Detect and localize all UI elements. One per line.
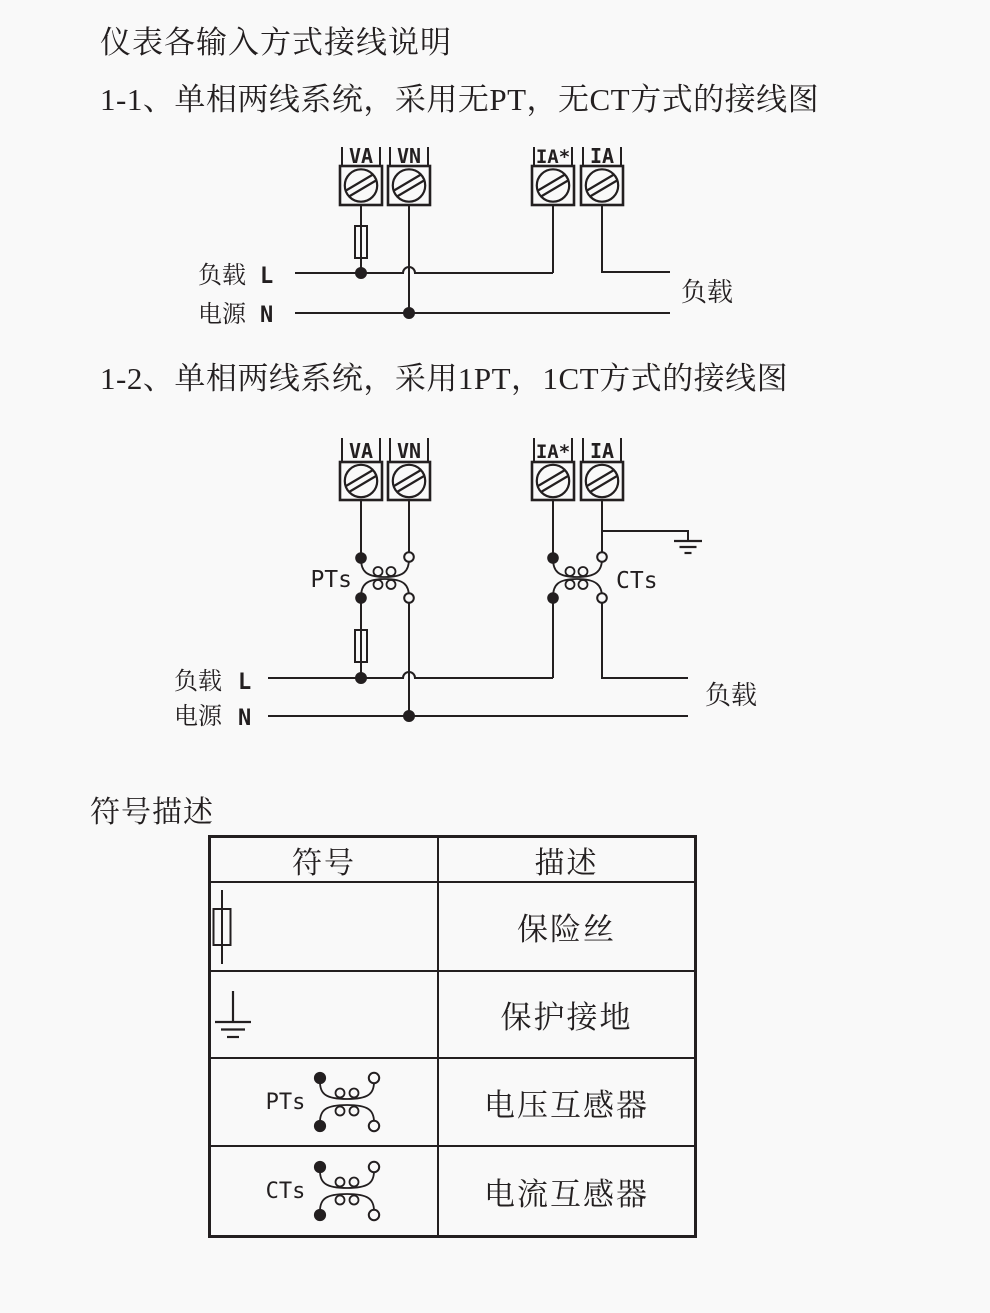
terminal-label-va: VA [348,144,374,168]
right-load-label: 负载 [681,278,734,307]
secondary-dot [597,552,607,562]
pt-transformer-icon [356,552,414,603]
terminal-label-vn: VN [396,439,422,463]
polarity-dot [548,593,558,603]
description-cell: 电流互感器 [484,1176,649,1212]
secondary-dot [597,593,607,603]
junction-dot [356,268,366,278]
terminal-ia-star [532,146,574,205]
terminal-vn [388,144,430,205]
ct-label: CTs [616,568,658,594]
terminal-ia [581,144,623,205]
pt-symbol-label: PTs [265,1089,306,1115]
section-heading-1-1: 1-1、单相两线系统，采用无PT，无CT方式的接线图 [100,82,820,117]
line-n-label: N [238,706,252,730]
ct-load-wire [602,602,688,678]
symbol-cell-earth [211,972,439,1057]
line-l-wire [295,267,553,273]
wiring-diagram-no-pt-no-ct [0,140,990,345]
table-row [211,1145,694,1235]
protective-earth-icon [211,990,255,1040]
wires-bottom [268,602,688,721]
terminal-label-ia: IA [589,144,615,168]
terminal-label-va: VA [348,439,374,463]
voltage-transformer-icon [312,1070,382,1134]
junction-dot [356,673,366,683]
terminal-label-vn: VN [396,144,422,168]
wires-top [361,500,702,554]
column-header-description: 描述 [534,846,599,880]
pt-label: PTs [310,567,352,593]
polarity-dot [356,593,366,603]
ct-transformer-icon [548,552,607,603]
current-transformer-icon [312,1159,382,1223]
right-load-label: 负载 [705,681,758,710]
left-source-label: 电源 [198,302,246,328]
secondary-dot [404,593,414,603]
wiring-diagram-1pt-1ct [0,430,990,730]
wires [295,205,670,318]
symbol-table [208,835,697,1238]
terminal-label-ia-star: IA* [535,146,571,168]
line-n-label: N [260,303,274,328]
table-row [211,1057,694,1145]
ct-symbol-label: CTs [265,1178,306,1204]
terminal-va [340,438,382,500]
line-l-wire [268,672,553,678]
line-l-label: L [238,670,252,695]
table-row [211,881,694,970]
description-cell: 电压互感器 [484,1087,649,1123]
fuse-icon [211,890,233,964]
terminal-vn [388,438,430,500]
protective-earth-icon [674,541,702,553]
secondary-dot [404,552,414,562]
terminal-ia [581,438,623,500]
terminal-label-ia: IA [589,439,615,463]
symbol-cell-fuse [211,883,439,970]
symbol-section-heading: 符号描述 [90,796,214,829]
earth-branch-wire [602,531,688,541]
left-load-label: 负载 [198,263,246,289]
column-header-symbol: 符号 [211,838,439,881]
table-header-row [211,838,694,881]
symbol-cell-ct [211,1147,439,1235]
left-load-label: 负载 [174,669,222,695]
terminal-label-ia-star: IA* [535,441,571,463]
terminal-ia-star [532,438,574,500]
section-heading-1-2: 1-2、单相两线系统，采用1PT，1CT方式的接线图 [100,361,789,396]
table-row [211,970,694,1057]
left-source-label: 电源 [174,704,222,730]
terminal-va [340,144,382,205]
symbol-cell-pt [211,1059,439,1145]
line-l-label: L [260,264,274,289]
description-cell: 保护接地 [500,1000,633,1035]
ia-wire [602,205,670,272]
description-cell: 保险丝 [517,912,616,947]
junction-dot [404,711,414,721]
polarity-dot [548,553,558,563]
polarity-dot [356,553,366,563]
junction-dot [404,308,414,318]
page-title: 仪表各输入方式接线说明 [100,25,452,60]
